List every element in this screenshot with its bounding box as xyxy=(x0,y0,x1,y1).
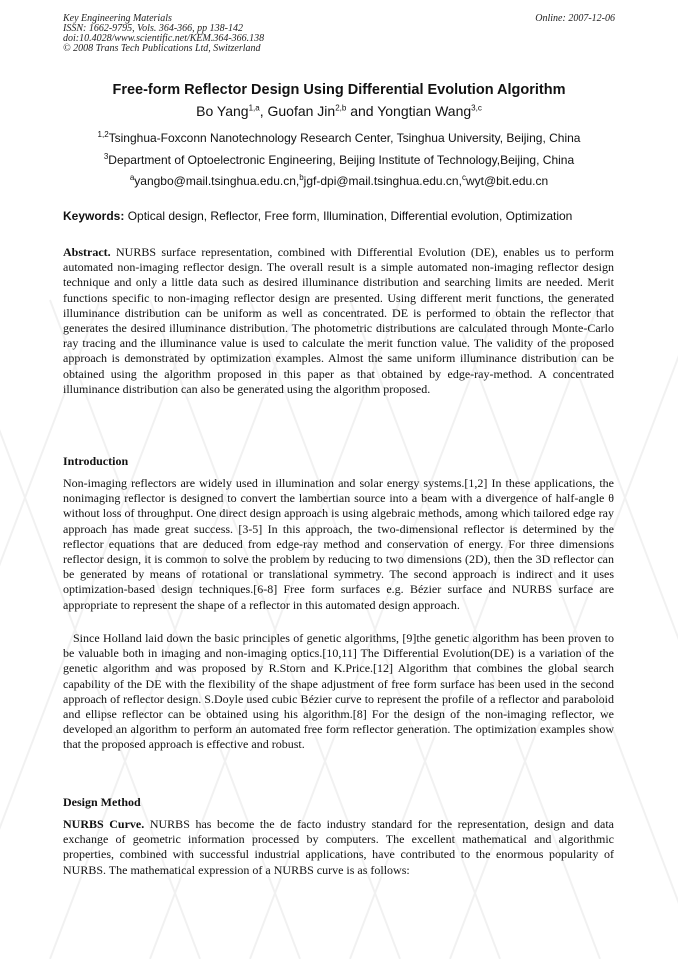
journal-doi: doi:10.4028/www.scientific.net/KEM.364-366.138 xyxy=(63,33,265,44)
email-link[interactable]: yangbo@mail.tsinghua.edu.cn, xyxy=(134,174,300,188)
author-list xyxy=(0,103,678,119)
author-separator: , xyxy=(259,103,268,119)
affiliation-text: Department of Optoelectronic Engineering, Beijing Institute of Technology,Beijing, China xyxy=(108,153,575,167)
intro-paragraph-1: Non-imaging reflectors are widely used in illumination and solar energy systems.[1,2] In these applications, the nonimaging reflector is designed to convert the lambertian source into a beam with a divergence of half-angle θ without loss of throughput. One direct design approach is using algebraic methods, among which tailored edge ray approach has made great success. [3-5] In this approach, the two-dimensional reflector is determined by the reflector equations that are deduced from edge-ray method and conservation of energy. For three dimensions reflector design, it is common to solve the problem by reducing to two dimensions (2D), then the 3D reflector can be generated by means of rotational or translational symmetry. The second approach is indirect and it uses optimization-based design techniques.[6-8] Free form surfaces e.g. Bézier surface and NURBS surface are appropriate to represent the shape of a reflector in this automated design approach. xyxy=(63,476,614,612)
email-link[interactable]: jgf-dpi@mail.tsinghua.edu.cn, xyxy=(303,174,462,188)
author-affiliation-mark: 2,b xyxy=(335,103,347,113)
nurbs-text: NURBS has become the de facto industry standard for the representation, design and data exchange of geometric information processed by computers. The excellent mathematical and algorithmic properties, combined with successful industrial applications, have contributed to the enormous popularity of NURBS. The mathematical expression of a NURBS curve is as follows: xyxy=(63,817,615,877)
journal-issn: ISSN: 1662-9795, Vols. 364-366, pp 138-142 xyxy=(63,23,243,34)
abstract-label: Abstract. xyxy=(63,245,111,259)
affiliation-line xyxy=(0,153,678,167)
journal-header xyxy=(63,14,615,54)
nurbs-label: NURBS Curve. xyxy=(63,817,145,831)
author-separator: and xyxy=(346,103,378,119)
section-heading-design-method: Design Method xyxy=(63,795,141,809)
author-affiliation-mark: 3,c xyxy=(471,103,482,113)
affiliation-mark: 1,2 xyxy=(97,130,109,139)
keywords-label: Keywords: xyxy=(63,209,125,223)
affiliation-line xyxy=(0,131,678,145)
affiliation-mark: 3 xyxy=(103,152,109,161)
nurbs-paragraph xyxy=(63,817,614,878)
email-mark: a xyxy=(129,173,135,182)
author-name: Yongtian Wang xyxy=(377,103,472,119)
email-mark: b xyxy=(299,173,304,182)
author-affiliation-mark: 1,a xyxy=(248,103,260,113)
journal-copyright: © 2008 Trans Tech Publications Ltd, Switzerland xyxy=(63,43,261,54)
section-heading-introduction: Introduction xyxy=(63,454,129,468)
abstract xyxy=(63,245,614,397)
intro-paragraph-2: Since Holland laid down the basic principles of genetic algorithms, [9]the genetic algorithm has been proven to be valuable both in imaging and non-imaging optics.[10,11] The Differential Evolution(DE) is a variation of the genetic algorithm and was proposed by R.Storn and K.Price.[12] Algorithm that combines the global search capability of the DE with the flexibility of the shape adjustment of free form surface has been used in the second approach of reflector design. S.Doyle used cubic Bézier curve to represent the profile of a reflector and paraboloid and ellipse reflector can be obtained using his algorithm.[8] For the design of the non-imaging reflector, we developed an algorithm to perform an automated free form reflector generation. The optimization examples show that the proposed approach is effective and robust. xyxy=(63,631,614,752)
email-mark: c xyxy=(461,173,466,182)
keywords xyxy=(63,209,623,223)
online-date: Online: 2007-12-06 xyxy=(535,13,615,24)
keywords-list: Optical design, Reflector, Free form, Illumination, Differential evolution, Optimization xyxy=(124,209,573,223)
abstract-text: NURBS surface representation, combined with Differential Evolution (DE), enables us to perform automated non-imaging reflector design. The overall result is a simple automated non-imaging reflector design technique and only a little data such as desired illuminance distribution and searching limits are needed. Merit functions specific to non-imaging reflector design are presented. Using different merit functions, the generated illuminance distribution can be uniform as well as concentrated. DE is performed to obtain the reflector that generates the desired illuminance distribution. The photometric distributions are calculated through Monte-Carlo ray tracing and the illuminance value is used to calculate the merit function value. The validity of the proposed approach is demonstrated by optimization examples. Almost the same uniform illuminance distribution can be obtained using the algorithm proposed in this paper as that obtained by edge-ray-method. A concentrated illuminance distribution can also be generated using the algorithm proposed. xyxy=(63,245,614,396)
email-line xyxy=(0,174,678,188)
affiliation-text: Tsinghua-Foxconn Nanotechnology Research Center, Tsinghua University, Beijing, China xyxy=(108,131,581,145)
author-name: Bo Yang xyxy=(196,103,249,119)
paper-title: Free-form Reflector Design Using Differential Evolution Algorithm xyxy=(112,82,566,98)
author-name: Guofan Jin xyxy=(267,103,336,119)
email-link[interactable]: wyt@bit.edu.cn xyxy=(465,174,549,188)
journal-name: Key Engineering Materials xyxy=(63,13,172,24)
